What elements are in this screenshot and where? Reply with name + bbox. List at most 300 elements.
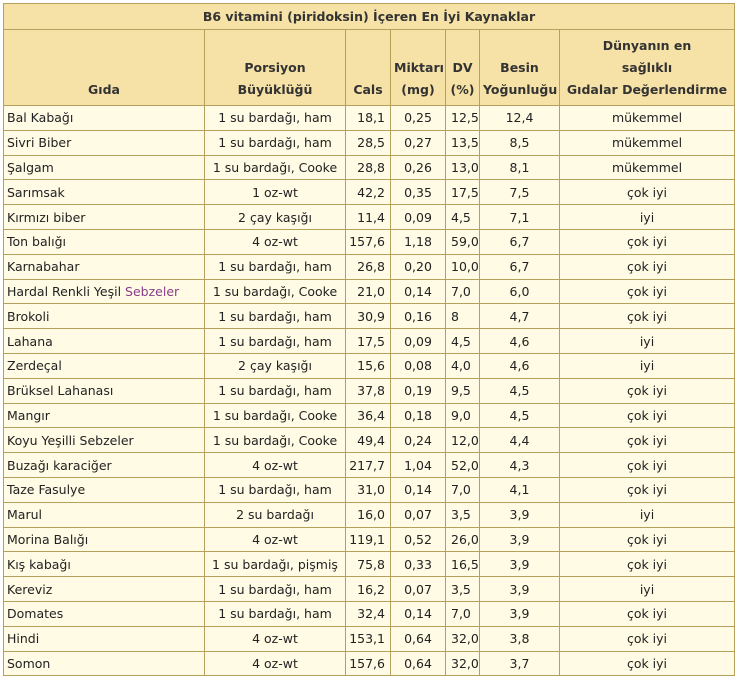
- cell-cals: [346, 106, 391, 131]
- cell-cals-text: 153,1: [349, 631, 385, 647]
- cell-rating: [560, 577, 735, 602]
- cell-dv: [446, 353, 480, 378]
- header-cals: Cals: [346, 30, 391, 106]
- cell-dv-text: 17,5: [451, 184, 479, 200]
- cell-density: [480, 453, 560, 478]
- cell-portion: [205, 229, 346, 254]
- cell-cals: [346, 279, 391, 304]
- cell-portion-text: 1 su bardağı, ham: [218, 110, 332, 126]
- table-row: [4, 403, 735, 428]
- vitamin-b6-sources-table: [3, 3, 735, 676]
- cell-dv: [446, 106, 480, 131]
- cell-amount-text: 0,27: [404, 135, 432, 151]
- cell-food: [4, 651, 205, 676]
- cell-density-text: 4,5: [509, 383, 530, 399]
- food-link[interactable]: Sebzeler: [125, 283, 180, 299]
- cell-portion-text: 1 su bardağı, pişmiş: [212, 556, 338, 572]
- cell-food-text: Lahana: [7, 333, 53, 349]
- cell-rating: [560, 477, 735, 502]
- cell-dv-text: 7,0: [451, 606, 471, 622]
- cell-density: [480, 279, 560, 304]
- cell-dv: [446, 552, 480, 577]
- table-title: B6 vitamini (piridoksin) İçeren En İyi Kaynaklar: [4, 4, 735, 30]
- cell-rating: [560, 106, 735, 131]
- cell-density-text: 4,4: [509, 432, 530, 448]
- cell-density: [480, 304, 560, 329]
- cell-food-text: Koyu Yeşilli Sebzeler: [7, 432, 134, 448]
- cell-dv-text: 13,0: [451, 159, 479, 175]
- cell-cals-text: 15,6: [357, 358, 385, 374]
- cell-food-text: Marul: [7, 507, 42, 523]
- cell-food-text: Hardal Renkli Yeşil: [7, 283, 122, 299]
- cell-food-text: Taze Fasulye: [7, 482, 86, 498]
- cell-dv: [446, 378, 480, 403]
- cell-cals: [346, 254, 391, 279]
- cell-portion-text: 1 su bardağı, ham: [218, 606, 332, 622]
- header-rating: Dünyanın en sağlıklı Gıdalar Değerlendirme: [560, 30, 735, 106]
- table-row: [4, 428, 735, 453]
- cell-density: [480, 626, 560, 651]
- cell-portion: [205, 527, 346, 552]
- cell-amount: [391, 651, 446, 676]
- cell-amount-text: 0,26: [404, 159, 432, 175]
- cell-food: [4, 279, 205, 304]
- cell-amount: [391, 180, 446, 205]
- cell-amount-text: 0,14: [404, 482, 432, 498]
- header-dv: DV (%): [446, 30, 480, 106]
- cell-density-text: 3,8: [509, 631, 530, 647]
- cell-portion: [205, 329, 346, 354]
- cell-density: [480, 502, 560, 527]
- cell-rating: [560, 651, 735, 676]
- cell-food: [4, 403, 205, 428]
- cell-density: [480, 205, 560, 230]
- cell-density-text: 6,7: [509, 259, 530, 275]
- cell-cals-text: 11,4: [357, 209, 385, 225]
- cell-density-text: 12,4: [505, 110, 534, 126]
- cell-dv-text: 8: [451, 308, 459, 324]
- cell-amount: [391, 552, 446, 577]
- cell-rating-text: mükemmel: [611, 159, 683, 175]
- cell-density: [480, 378, 560, 403]
- cell-amount-text: 0,18: [404, 407, 432, 423]
- cell-density-text: 3,9: [509, 606, 530, 622]
- cell-portion-text: 4 oz-wt: [252, 234, 298, 250]
- cell-amount: [391, 329, 446, 354]
- cell-rating: [560, 229, 735, 254]
- cell-amount: [391, 453, 446, 478]
- cell-density: [480, 106, 560, 131]
- cell-food: [4, 229, 205, 254]
- cell-rating: [560, 180, 735, 205]
- cell-amount: [391, 155, 446, 180]
- cell-food-text: Sarımsak: [7, 184, 65, 200]
- cell-cals: [346, 229, 391, 254]
- cell-density-text: 8,1: [509, 159, 530, 175]
- cell-dv: [446, 155, 480, 180]
- cell-rating-text: çok iyi: [626, 655, 668, 671]
- cell-amount: [391, 304, 446, 329]
- nutrition-table-container: [3, 3, 734, 676]
- cell-density: [480, 552, 560, 577]
- cell-food: [4, 254, 205, 279]
- table-row: [4, 130, 735, 155]
- cell-dv: [446, 403, 480, 428]
- cell-cals-text: 32,4: [357, 606, 385, 622]
- cell-dv-text: 4,5: [451, 209, 471, 225]
- cell-food-text: Brüksel Lahanası: [7, 383, 114, 399]
- table-row: [4, 254, 735, 279]
- cell-cals-text: 157,6: [349, 234, 385, 250]
- cell-cals: [346, 403, 391, 428]
- cell-portion-text: 1 oz-wt: [252, 184, 298, 200]
- cell-amount: [391, 353, 446, 378]
- table-row: [4, 229, 735, 254]
- cell-food: [4, 155, 205, 180]
- cell-dv-text: 12,5: [451, 110, 479, 126]
- cell-amount-text: 0,09: [404, 209, 432, 225]
- cell-amount-text: 0,08: [404, 358, 432, 374]
- cell-food-text: Brokoli: [7, 308, 50, 324]
- cell-cals-text: 37,8: [357, 383, 385, 399]
- cell-food: [4, 304, 205, 329]
- cell-cals-text: 49,4: [357, 432, 385, 448]
- cell-rating-text: çok iyi: [626, 234, 668, 250]
- cell-dv-text: 3,5: [451, 581, 471, 597]
- cell-rating-text: çok iyi: [626, 259, 668, 275]
- cell-cals: [346, 180, 391, 205]
- table-row: [4, 329, 735, 354]
- cell-food: [4, 502, 205, 527]
- cell-amount: [391, 130, 446, 155]
- cell-rating: [560, 279, 735, 304]
- cell-portion: [205, 106, 346, 131]
- cell-rating: [560, 130, 735, 155]
- cell-food-text: Zerdeçal: [7, 358, 62, 374]
- cell-food-text: Kırmızı biber: [7, 209, 86, 225]
- cell-food: [4, 552, 205, 577]
- cell-amount: [391, 428, 446, 453]
- cell-food-text: Somon: [7, 655, 51, 671]
- cell-cals: [346, 353, 391, 378]
- cell-density: [480, 403, 560, 428]
- cell-rating-text: çok iyi: [626, 407, 668, 423]
- cell-portion: [205, 403, 346, 428]
- cell-portion: [205, 353, 346, 378]
- cell-dv: [446, 428, 480, 453]
- cell-cals-text: 17,5: [357, 333, 385, 349]
- cell-rating-text: çok iyi: [626, 606, 668, 622]
- cell-density-text: 3,9: [509, 581, 530, 597]
- cell-density-text: 6,0: [509, 283, 530, 299]
- cell-food: [4, 205, 205, 230]
- header-food: Gıda: [4, 30, 205, 106]
- table-row: [4, 353, 735, 378]
- cell-amount: [391, 378, 446, 403]
- cell-dv: [446, 254, 480, 279]
- table-row: [4, 502, 735, 527]
- cell-cals: [346, 651, 391, 676]
- cell-density: [480, 229, 560, 254]
- cell-rating-text: iyi: [639, 507, 655, 523]
- cell-portion: [205, 453, 346, 478]
- cell-density-text: 7,1: [509, 209, 530, 225]
- cell-portion-text: 4 oz-wt: [252, 631, 298, 647]
- cell-rating: [560, 205, 735, 230]
- table-row: [4, 304, 735, 329]
- cell-portion: [205, 279, 346, 304]
- cell-amount-text: 0,33: [404, 556, 432, 572]
- cell-portion: [205, 626, 346, 651]
- cell-density-text: 4,7: [509, 308, 530, 324]
- cell-amount: [391, 477, 446, 502]
- cell-rating-text: mükemmel: [611, 135, 683, 151]
- cell-rating: [560, 329, 735, 354]
- cell-density: [480, 428, 560, 453]
- cell-rating: [560, 453, 735, 478]
- cell-cals-text: 21,0: [357, 283, 385, 299]
- cell-dv: [446, 205, 480, 230]
- cell-dv-text: 4,0: [451, 358, 471, 374]
- cell-rating-text: iyi: [639, 581, 655, 597]
- cell-density-text: 8,5: [509, 135, 530, 151]
- cell-amount-text: 0,14: [404, 283, 432, 299]
- cell-cals-text: 18,1: [357, 110, 385, 126]
- cell-amount: [391, 601, 446, 626]
- cell-amount-text: 0,14: [404, 606, 432, 622]
- cell-food: [4, 626, 205, 651]
- cell-rating-text: çok iyi: [626, 482, 668, 498]
- cell-amount-text: 0,64: [404, 655, 432, 671]
- cell-amount: [391, 205, 446, 230]
- cell-portion: [205, 577, 346, 602]
- cell-density: [480, 329, 560, 354]
- cell-cals-text: 36,4: [357, 407, 385, 423]
- cell-density-text: 6,7: [509, 234, 530, 250]
- table-row: [4, 180, 735, 205]
- cell-portion-text: 1 su bardağı, ham: [218, 308, 332, 324]
- cell-portion-text: 4 oz-wt: [252, 457, 298, 473]
- cell-rating-text: iyi: [639, 209, 655, 225]
- cell-density: [480, 527, 560, 552]
- cell-amount-text: 0,09: [404, 333, 432, 349]
- cell-portion: [205, 502, 346, 527]
- cell-amount-text: 0,07: [404, 507, 432, 523]
- cell-dv-text: 9,5: [451, 383, 471, 399]
- table-row: [4, 601, 735, 626]
- cell-food-text: Buzağı karaciğer: [7, 457, 112, 473]
- cell-cals: [346, 601, 391, 626]
- cell-portion-text: 1 su bardağı, ham: [218, 482, 332, 498]
- cell-amount-text: 0,24: [404, 432, 432, 448]
- cell-portion: [205, 205, 346, 230]
- table-row: [4, 378, 735, 403]
- cell-amount-text: 0,52: [404, 531, 432, 547]
- cell-rating-text: çok iyi: [626, 457, 668, 473]
- cell-cals-text: 42,2: [357, 184, 385, 200]
- cell-cals: [346, 378, 391, 403]
- cell-rating-text: çok iyi: [626, 283, 668, 299]
- cell-density-text: 4,1: [509, 482, 530, 498]
- cell-dv-text: 26,0: [451, 531, 479, 547]
- cell-amount: [391, 527, 446, 552]
- cell-cals-text: 26,8: [357, 259, 385, 275]
- table-row: [4, 477, 735, 502]
- cell-rating-text: iyi: [639, 358, 655, 374]
- cell-cals: [346, 428, 391, 453]
- cell-amount: [391, 577, 446, 602]
- cell-portion-text: 1 su bardağı, Cooke: [212, 407, 338, 423]
- cell-cals-text: 30,9: [357, 308, 385, 324]
- cell-rating: [560, 601, 735, 626]
- table-row: [4, 577, 735, 602]
- cell-rating: [560, 428, 735, 453]
- cell-portion-text: 1 su bardağı, ham: [218, 259, 332, 275]
- header-density: Besin Yoğunluğu: [480, 30, 560, 106]
- cell-amount: [391, 106, 446, 131]
- cell-amount-text: 0,20: [404, 259, 432, 275]
- cell-cals: [346, 626, 391, 651]
- table-row: [4, 155, 735, 180]
- cell-amount-text: 0,25: [404, 110, 432, 126]
- cell-food-text: Hindi: [7, 631, 40, 647]
- cell-dv: [446, 180, 480, 205]
- cell-dv: [446, 329, 480, 354]
- cell-food-text: Morina Balığı: [7, 531, 89, 547]
- cell-density-text: 4,6: [509, 358, 530, 374]
- cell-dv: [446, 651, 480, 676]
- cell-cals: [346, 155, 391, 180]
- cell-rating: [560, 626, 735, 651]
- cell-density: [480, 130, 560, 155]
- cell-rating: [560, 403, 735, 428]
- cell-food: [4, 577, 205, 602]
- cell-portion: [205, 601, 346, 626]
- cell-cals-text: 16,0: [357, 507, 385, 523]
- cell-portion-text: 2 çay kaşığı: [238, 209, 312, 225]
- cell-rating: [560, 155, 735, 180]
- cell-density-text: 4,3: [509, 457, 530, 473]
- cell-rating-text: çok iyi: [626, 432, 668, 448]
- cell-food-text: Mangır: [7, 407, 50, 423]
- cell-food-text: Kereviz: [7, 581, 53, 597]
- cell-cals: [346, 329, 391, 354]
- cell-food: [4, 601, 205, 626]
- cell-density: [480, 155, 560, 180]
- cell-rating: [560, 304, 735, 329]
- cell-density-text: 3,7: [509, 655, 530, 671]
- cell-amount-text: 0,07: [404, 581, 432, 597]
- cell-amount-text: 0,64: [404, 631, 432, 647]
- cell-dv-text: 32,0: [451, 655, 479, 671]
- cell-density: [480, 180, 560, 205]
- table-row: [4, 279, 735, 304]
- table-row: [4, 552, 735, 577]
- cell-portion: [205, 130, 346, 155]
- cell-portion-text: 1 su bardağı, ham: [218, 135, 332, 151]
- cell-cals: [346, 130, 391, 155]
- cell-food-text: Sivri Biber: [7, 135, 72, 151]
- cell-density: [480, 651, 560, 676]
- cell-dv-text: 59,0: [451, 234, 479, 250]
- cell-rating-text: çok iyi: [626, 184, 668, 200]
- cell-cals: [346, 577, 391, 602]
- cell-density: [480, 601, 560, 626]
- header-amount: Miktarı (mg): [391, 30, 446, 106]
- cell-cals: [346, 527, 391, 552]
- cell-dv: [446, 502, 480, 527]
- cell-density-text: 3,9: [509, 507, 530, 523]
- table-row: [4, 205, 735, 230]
- cell-density-text: 7,5: [509, 184, 530, 200]
- cell-dv: [446, 577, 480, 602]
- cell-amount: [391, 254, 446, 279]
- cell-portion-text: 2 su bardağı: [236, 507, 314, 523]
- cell-portion: [205, 378, 346, 403]
- cell-portion-text: 4 oz-wt: [252, 655, 298, 671]
- cell-portion: [205, 552, 346, 577]
- cell-cals-text: 75,8: [357, 556, 385, 572]
- cell-portion: [205, 428, 346, 453]
- cell-rating: [560, 502, 735, 527]
- cell-cals-text: 157,6: [349, 655, 385, 671]
- cell-food: [4, 353, 205, 378]
- cell-cals: [346, 453, 391, 478]
- cell-cals: [346, 552, 391, 577]
- cell-cals-text: 28,5: [357, 135, 385, 151]
- cell-rating-text: çok iyi: [626, 383, 668, 399]
- cell-dv-text: 52,0: [451, 457, 479, 473]
- cell-dv-text: 32,0: [451, 631, 479, 647]
- cell-cals-text: 16,2: [357, 581, 385, 597]
- cell-food: [4, 130, 205, 155]
- cell-cals: [346, 304, 391, 329]
- cell-food: [4, 527, 205, 552]
- cell-dv: [446, 130, 480, 155]
- cell-food-text: Bal Kabağı: [7, 110, 74, 126]
- cell-density-text: 4,5: [509, 407, 530, 423]
- cell-cals-text: 119,1: [349, 531, 385, 547]
- cell-cals: [346, 205, 391, 230]
- cell-cals-text: 217,7: [349, 457, 385, 473]
- cell-food-text: Ton balığı: [7, 234, 67, 250]
- table-row: [4, 651, 735, 676]
- cell-portion: [205, 477, 346, 502]
- cell-rating-text: iyi: [639, 333, 655, 349]
- cell-rating-text: çok iyi: [626, 556, 668, 572]
- cell-food-text: Karnabahar: [7, 259, 80, 275]
- cell-portion-text: 1 su bardağı, ham: [218, 581, 332, 597]
- cell-cals: [346, 477, 391, 502]
- cell-amount: [391, 279, 446, 304]
- cell-portion: [205, 304, 346, 329]
- cell-density: [480, 577, 560, 602]
- cell-cals-text: 31,0: [357, 482, 385, 498]
- cell-dv: [446, 601, 480, 626]
- cell-dv-text: 16,5: [451, 556, 479, 572]
- cell-rating-text: mükemmel: [611, 110, 683, 126]
- cell-cals-text: 28,8: [357, 159, 385, 175]
- cell-portion-text: 1 su bardağı, Cooke: [212, 432, 338, 448]
- cell-rating: [560, 527, 735, 552]
- cell-dv: [446, 626, 480, 651]
- cell-rating: [560, 378, 735, 403]
- cell-portion-text: 1 su bardağı, ham: [218, 333, 332, 349]
- cell-portion: [205, 180, 346, 205]
- cell-rating: [560, 552, 735, 577]
- cell-dv-text: 10,0: [451, 259, 479, 275]
- cell-dv: [446, 279, 480, 304]
